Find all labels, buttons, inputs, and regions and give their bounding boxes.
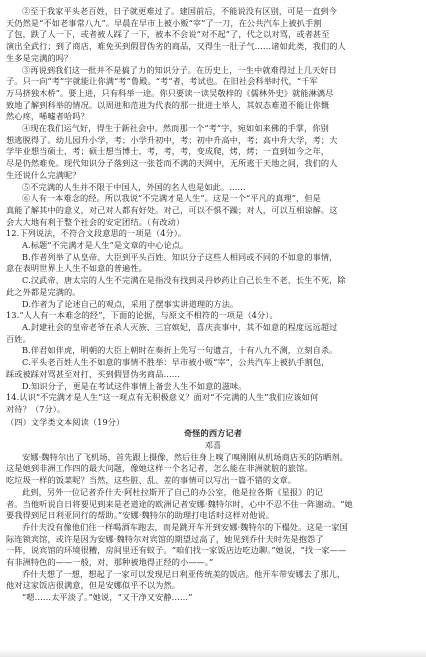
story-author: 邓喜 (204, 440, 222, 451)
answer-option-continued: 百姓。 (6, 333, 31, 344)
passage-line: 生多是完满的吗？ (6, 52, 73, 63)
story-line: 者。当他听说自日将要见到来是老道途的欧洲记者安娜·魏特尔时，心中不忍不住一阵谢动。“她 (6, 498, 353, 509)
answer-option: A.封建社会的皇帝老爷在杀人灭族、三宫嫔妃，喜庆丧事中，其不如意的程度远远超过 (22, 321, 338, 332)
passage-paragraphs (6, 6, 420, 228)
story-line: 际连锁宾馆，或许是因为安娜·魏特尔对宾馆的期望过高了，她见到乔什夫时先是抱怨了 (6, 533, 324, 544)
answer-option-continued: 意在表明世界上人生不如意的普遍性。 (6, 263, 147, 274)
passage-line: ②至于我家平头老百姓，日子就更难过了。建国前后，不能说没有区别，可是一直到今 (22, 6, 337, 16)
question-12 (6, 228, 420, 310)
question-stem: 12.下列说法，不符合文段意思的一项是（4分）。 (6, 228, 187, 239)
section-heading: （四）文学类文本阅读（19分） (6, 416, 125, 427)
passage-line: 致地了解到科举的情况。以周进和范进为代表的那一批进士举人，其奴态难道不能让你慨 (6, 99, 330, 110)
answer-option-continued: 踩或被踩对骂甚至对打，买到假冒伪劣商品…… (6, 368, 181, 379)
question-13 (6, 310, 420, 392)
passage-line: 演出全武行；到了商店，难免买到假冒伪劣的商品，又得生一肚子气……诸如此类，我们的人 (6, 41, 346, 52)
passage-line: 真能了解其中的意义，对己对人都有好处。对己，可以不惧不躁；对人，可以互相谅解。这 (6, 204, 338, 215)
story-line: 吃垃圾一样的饭菜呢？当然，这些脏、乱、差的事情可以写出一篇不错的文章。 (6, 475, 297, 486)
passage-line: 会大大地有利于整个社会的安定团结。（有改动） (6, 216, 185, 227)
story-line: 有非洲特色的——一般，对，那种被地得正经的小——。” (6, 557, 214, 568)
passage-line: 子。只一向“考”字就能让你满“考”鲁殿。“考”者，考试也。在旧社会科举时代，“千军 (6, 76, 318, 87)
answer-option: B.作者列举了从皇帝、大臣到平头百姓、知识分子这些人相同或不同的不如意的事情， (22, 251, 338, 262)
passage-line: 天仍然是“不如老事常八九”。早晨在早市上被小贩“宰”了一刀，在公共汽车上被扒手割 (6, 17, 322, 28)
question-stem: 14.认识“不完满才是人生”这一观点有无积极意义？面对“不完满的人生”我们应该如何 (6, 392, 319, 403)
answer-option-continued: 此之外都是完满的。 (6, 286, 81, 297)
passage-line: ③再说到我们这一批并不是搞了力的知识分子。在历史上，一生中就难得过上几天好日 (22, 64, 337, 75)
passage-line: 生还说什么完满呢？ (6, 169, 81, 180)
answer-option: C.平头老百姓人生不如意的事情不胜举：早市被小贩“宰”，公共汽车上被扒手割包， (22, 357, 330, 368)
answer-option: D.作者为了论述自己的观点，采用了摆事实讲道理的方法。 (22, 298, 239, 309)
passage-line: ⑤不完满的人生并不限于中国人，外国的名人也是如此。…… (22, 181, 246, 192)
story-line: 乔什夫没有像他们往一样喝酒车跑去，而是跳开车开到安娜·魏特尔的下榻处。这是一家国 (22, 521, 348, 532)
answer-option: D.知识分子，更是在考试这件事情上备尝人生不如意的滋味。 (22, 380, 247, 391)
question-stem: 13.“人人有一本难念的经”，下面的论据，与原文不相符的一项是（4分）。 (6, 310, 278, 321)
passage-line: ④现在我们运气好，得生于新社会中。然而那一个“考”字，宛如如来佛的手掌，你别 (22, 123, 329, 134)
passage-line: 了包，跌了人一下，或者被人踩了一下，被本不会说“对不起”了，代之以对骂，或者甚至 (6, 29, 330, 40)
story-line: 一阵，说宾馆的环境很糟，房间里还有蚊子。“咱们找一家饭店边吃边聊。”她说，“找一家—— (6, 545, 347, 556)
passage-line: ⑥人有一本难念的经。所以我说“不完满才是人生”。这是一个“平凡的真理”，但是 (22, 193, 321, 204)
answer-option: B.伴君如伴虎，明朝的大臣上朝时在奏折上先写一句遗言，十有八九不测，立刻自杀。 (22, 345, 338, 356)
passage-line: 万马挤独木桥”。要上进，只有科举一途。你只要读一读吴敬梓的《儒林外史》就能淋漓尽 (6, 87, 334, 98)
question-14 (6, 392, 420, 415)
question-stem-continued: 对待？（7分）。 (6, 403, 66, 414)
story-title: 奇怪的西方记者 (183, 428, 242, 439)
story-line: 要我得到尼日利亚同行的帮助。”安娜·魏特尔的助理打电话时这样对他说。 (6, 510, 275, 521)
scan-shadow (0, 649, 426, 657)
passage-line: 学毕业想当硕士，考；硕士想当博士，考，考，考，变成爬，烤，烤；一直到如今之年， (6, 146, 330, 157)
exam-page (6, 6, 420, 652)
story-paragraphs (6, 452, 420, 604)
passage-line: 想逃脱得了。幼儿园升小学，考；小学升初中，考；初中升高中，考；高中升大学，考；大 (6, 134, 338, 145)
story-line: 此到，另外一位记者乔什夫·阿杜拉斯开了自己的办公室，他是拉各斯《星报》的记 (22, 486, 324, 497)
answer-option: C.汉武帝、唐太宗的人生不完满在是指没有找到灵丹妙药让自己长生不老、长生不死，除 (22, 275, 346, 286)
story-line: 安娜·魏特尔出了飞机场，首先跟上摄像，然后往身上嗅了嗅刚刚从机场商店买的防晒剂。 (22, 451, 348, 462)
passage-line: 然心疼，唏嘘者哈吗？ (6, 111, 89, 122)
story-line: “嗯……太平淡了。”她说，“又干净又安静……” (22, 592, 193, 603)
story-line: 他对这家饭店很满意，但是安娜似乎不以为然。 (6, 580, 181, 591)
story-line: 这是她到非洲工作四的最大问题，像她这样一个名记者，怎么能在非洲就脏的旅馆。 (6, 463, 313, 474)
answer-option: A.标题“不完满才是人生”是文章的中心论点。 (22, 240, 189, 251)
story-line: 乔什夫想了一想，想起了一家可以发现尼日利亚传统美的饭店。他开车带安娜去了那儿， (22, 568, 346, 579)
passage-line: 尽是仍然难免。现代知识分子落到这一张苍而不满的天网中，无所逃于天地之间，我们的人 (6, 158, 338, 169)
